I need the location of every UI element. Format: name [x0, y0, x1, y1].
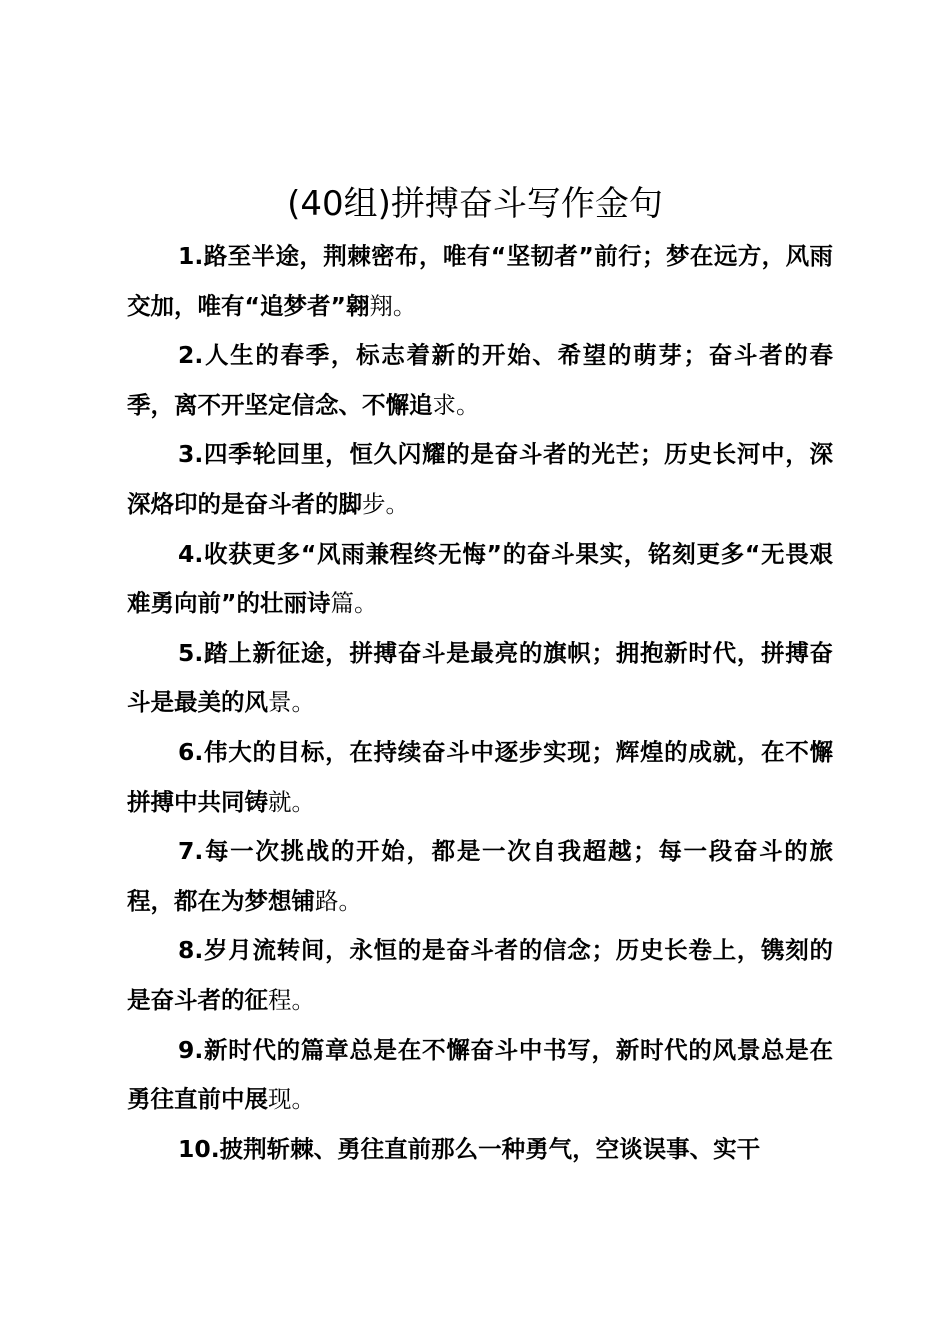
paragraph-tail: 篇。 [330, 589, 378, 618]
paragraph-tail: 求。 [432, 390, 480, 419]
paragraph-tail: 景。 [268, 688, 315, 717]
paragraph-text: 4.收获更多“风雨兼程终无悔”的奋斗果实，铭刻更多“无畏艰难勇向前”的壮丽诗 [127, 539, 833, 618]
document-body [127, 232, 833, 1174]
paragraph-text: 5.踏上新征途，拼搏奋斗是最亮的旗帜；拥抱新时代，拼搏奋斗是最美的风 [127, 638, 833, 717]
paragraph [127, 530, 833, 629]
document-title: (40组)拼搏奋斗写作金句 [287, 184, 663, 224]
paragraph-text: 6.伟大的目标，在持续奋斗中逐步实现；辉煌的成就，在不懈拼搏中共同铸 [127, 737, 833, 816]
paragraph [127, 728, 833, 827]
paragraph-tail: 就。 [268, 787, 315, 816]
paragraph-text: 3.四季轮回里，恒久闪耀的是奋斗者的光芒；历史长河中，深深烙印的是奋斗者的脚 [127, 440, 833, 518]
paragraph [127, 827, 833, 926]
paragraph-text: 1.路至半途，荆棘密布，唯有“坚韧者”前行；梦在远方，风雨交加，唯有“追梦者”翱 [127, 242, 833, 320]
paragraph [127, 232, 833, 331]
paragraph [127, 331, 833, 430]
paragraph-text: 2.人生的春季，标志着新的开始、希望的萌芽；奋斗者的春季，离不开坚定信念、不懈追 [127, 341, 833, 419]
paragraph-text: 8.岁月流转间，永恒的是奋斗者的信念；历史长卷上，镌刻的是奋斗者的征 [127, 936, 833, 1014]
paragraph [127, 926, 833, 1025]
paragraph-tail: 步。 [362, 489, 409, 518]
paragraph [127, 629, 833, 728]
paragraph-tail: 程。 [268, 985, 315, 1014]
paragraph [127, 430, 833, 529]
paragraph-text: 7.每一次挑战的开始，都是一次自我超越；每一段奋斗的旅程，都在为梦想铺 [127, 837, 833, 915]
paragraph-tail: 现。 [268, 1085, 315, 1114]
paragraph-text: 9.新时代的篇章总是在不懈奋斗中书写，新时代的风景总是在勇往直前中展 [127, 1035, 833, 1114]
paragraph-text: 10.披荆斩棘、勇往直前那么一种勇气，空谈误事、实干 [178, 1134, 761, 1163]
paragraph-tail: 翔。 [369, 291, 417, 320]
paragraph [127, 1026, 833, 1125]
paragraph [127, 1125, 833, 1175]
paragraph-tail: 路。 [315, 886, 362, 915]
